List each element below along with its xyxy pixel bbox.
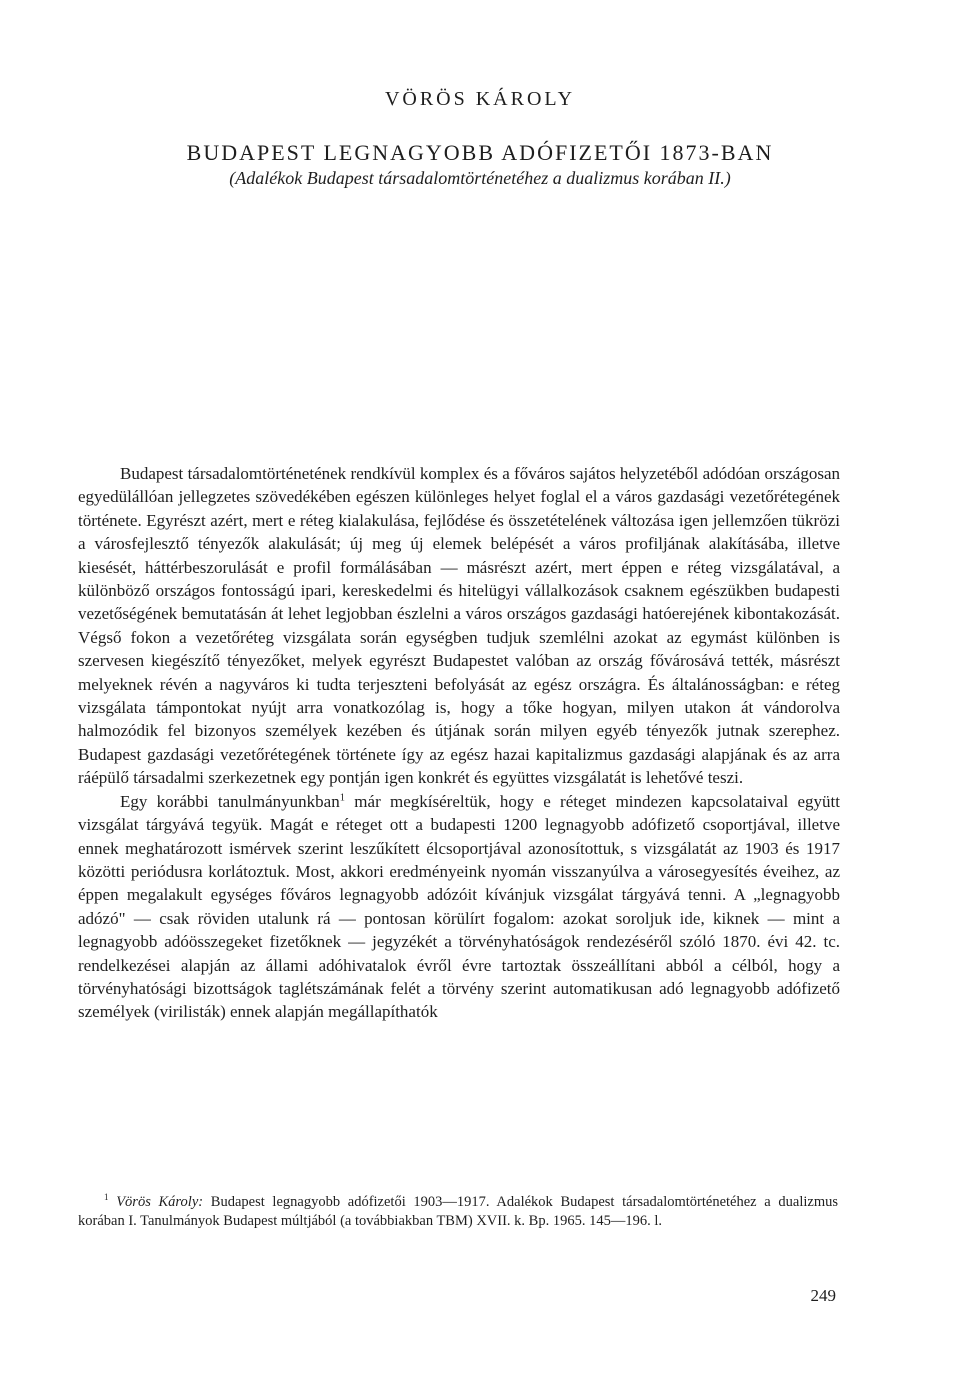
- article-body: [78, 462, 840, 1024]
- body-paragraph-1: Budapest társadalomtörténetének rendkívül komplex és a főváros sajátos helyzetéből adódóan országosan egyedülállóan jellegzetes szövedékében egészen különleges helyet foglal el a város gazdasági vezetőrétegének története. Egyrészt azért, mert e réteg kialakulása, fejlődése és összetételének változása igen jellemzően tükrözi a városfejlesztő tényezők alakulását; új meg új elemek belépését a város profiljának alakításába, illetve kiesését, háttérbeszorulását e profil formálásában — másrészt azért, mert éppen e réteg vizsgálatával, a különböző országos fontosságú ipari, kereskedelmi és hitelügyi vállalkozások csaknem egészükben budapesti vezetőségének bemutatásán át lehet legjobban észlelni a város országos gazdasági hatóerejének kibontakozását. Végső fokon a vezetőréteg vizsgálata során egységben tudjuk szemlélni azokat az egymást különben is szervesen kiegészítő tényezőket, melyek egyrészt Budapestet valóban az ország fővárosává tették, másrészt melyeknek révén a nagyváros ki tudta terjeszteni befolyását az egész országra. És általánosságban: e réteg vizsgálata támpontokat nyújt arra vonatkozólag is, hogy a tőke hogyan, milyen utakon át vándorolva halmozódik fel bizonyos személyek kezében és útjának során milyen egyéb tényezők jutnak szerephez. Budapest gazdasági vezetőrétegének története így az egész hazai kapitalizmus gazdasági alapjának és az arra ráépülő társadalmi szerkezetnek egy pontján igen konkrét és együttes vizsgálatát is lehetővé teszi.: [78, 464, 840, 788]
- paragraph-2-text-end: már megkíséreltük, hogy e réteget mindezen kapcsolataival együtt vizsgálat tárgyává tegyük. Magát e réteget ott a budapesti 1200 legnagyobb adófizető csoportjával, illetve ennek meghatározott ismérvek szerint leszűkített élcsoportjával azonosítottuk, s vizsgálatát az 1903 és 1917 közötti periódusra korlátoztuk. Most, akkori eredményeink nyomán visszanyúlva a városegyesítés éveihez, az éppen megalakult egységes főváros legnagyobb adózóit kívánjuk vizsgálat tárgyává tenni. A „legnagyobb adózó" — csak röviden utalunk rá — pontosan körülírt fogalom: azokat soroljuk ide, kiknek — mint a legnagyobb adóösszegeket fizetőknek — jegyzékét a törvényhatóságok rendezéséről szóló 1870. évi 42. tc. rendelkezései alapján az állami adóhivatalok évről évre tartoztak összeállítani abból a célból, hogy a törvényhatósági bizottságok taglétszámának felét a törvény szerint automatikusan adó legnagyobb adófizető személyek (virilisták) ennek alapján megállapíthatók: [78, 791, 840, 1022]
- footnote-author: Vörös Károly:: [116, 1194, 204, 1210]
- article-subtitle: (Adalékok Budapest társadalomtörténetéhez a dualizmus korában II.): [229, 168, 731, 188]
- footnote-reference: 1: [339, 792, 345, 804]
- article-title: BUDAPEST LEGNAGYOBB ADÓFIZETŐI 1873-BAN: [186, 140, 774, 165]
- footnote: [78, 1193, 838, 1231]
- page-number: 249: [810, 1286, 836, 1305]
- paragraph-2-text-start: Egy korábbi tanulmányunkban: [120, 791, 340, 811]
- footnote-text: Budapest legnagyobb adófizetői 1903—1917. Adalékok Budapest társadalomtörténetéhez a dualizmus korában I. Tanulmányok Budapest múltjából (a továbbiakban TBM) XVII. k. Bp. 1965. 145—196. l.: [78, 1194, 838, 1229]
- body-paragraph-2: [78, 790, 840, 1024]
- footnote-marker: 1: [104, 1192, 109, 1203]
- article-author: VÖRÖS KÁROLY: [384, 88, 576, 110]
